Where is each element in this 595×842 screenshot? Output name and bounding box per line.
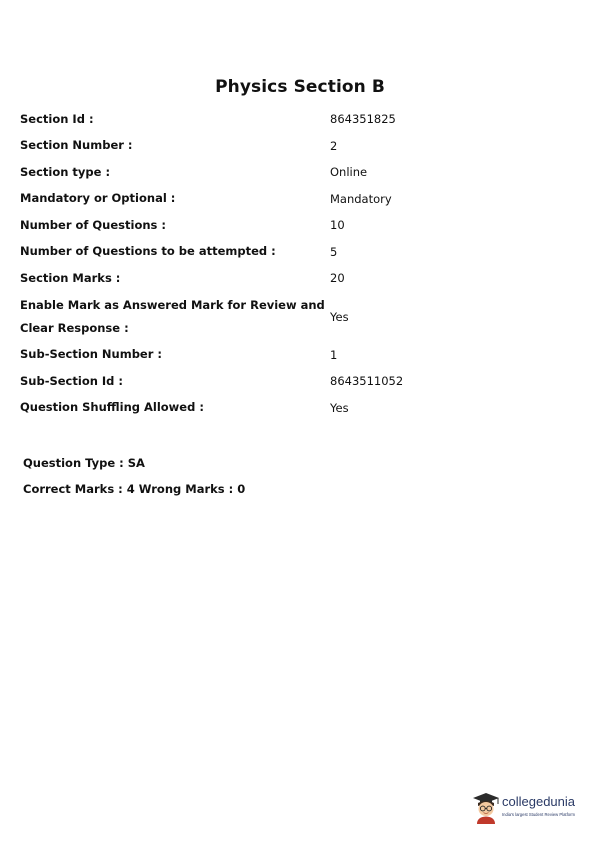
table-row xyxy=(20,395,420,422)
marks-info: Correct Marks : 4 Wrong Marks : 0 xyxy=(23,482,246,496)
question-shuffling-label: Question Shuffling Allowed : xyxy=(20,400,204,415)
table-row xyxy=(20,106,420,133)
sub-section-number-value: 1 xyxy=(330,347,338,362)
enable-mark-label xyxy=(20,292,330,342)
enable-mark-label-line1: Enable Mark as Answered Mark for Review and xyxy=(20,297,325,312)
collegedunia-logo xyxy=(471,790,595,824)
section-id-label: Section Id : xyxy=(20,111,94,126)
number-of-questions-label: Number of Questions : xyxy=(20,217,166,232)
number-of-questions-value: 10 xyxy=(330,218,345,233)
page-title: Physics Section B xyxy=(215,77,385,97)
mandatory-value: Mandatory xyxy=(330,191,392,206)
section-marks-label: Section Marks : xyxy=(20,270,121,285)
section-type-label: Section type : xyxy=(20,164,111,179)
table-row xyxy=(20,239,420,266)
question-type: Question Type : SA xyxy=(23,456,145,470)
table-row xyxy=(20,186,420,213)
enable-mark-label-line2: Clear Response : xyxy=(20,320,129,335)
logo-tagline: India's largest Student Review Platform xyxy=(502,812,575,817)
logo-brand-name: collegedunia xyxy=(502,794,576,809)
table-row xyxy=(20,159,420,186)
table-row xyxy=(20,342,420,369)
section-number-value: 2 xyxy=(330,138,338,153)
sub-section-id-value: 8643511052 xyxy=(330,374,404,389)
sub-section-number-label: Sub-Section Number : xyxy=(20,347,163,362)
section-number-label: Section Number : xyxy=(20,138,133,153)
section-marks-value: 20 xyxy=(330,271,345,286)
table-row xyxy=(20,133,420,160)
table-row xyxy=(20,368,420,395)
section-type-value: Online xyxy=(330,165,368,180)
section-id-value: 864351825 xyxy=(330,112,396,127)
enable-mark-value: Yes xyxy=(330,309,349,324)
mandatory-label: Mandatory or Optional : xyxy=(20,191,176,206)
question-shuffling-value: Yes xyxy=(330,400,349,415)
questions-to-attempt-value: 5 xyxy=(330,244,338,259)
table-row xyxy=(20,265,420,292)
questions-to-attempt-label: Number of Questions to be attempted : xyxy=(20,244,276,259)
table-row xyxy=(20,212,420,239)
graduate-mascot-icon xyxy=(471,790,501,824)
table-row xyxy=(20,292,420,342)
section-info-table xyxy=(20,106,420,421)
sub-section-id-label: Sub-Section Id : xyxy=(20,373,124,388)
